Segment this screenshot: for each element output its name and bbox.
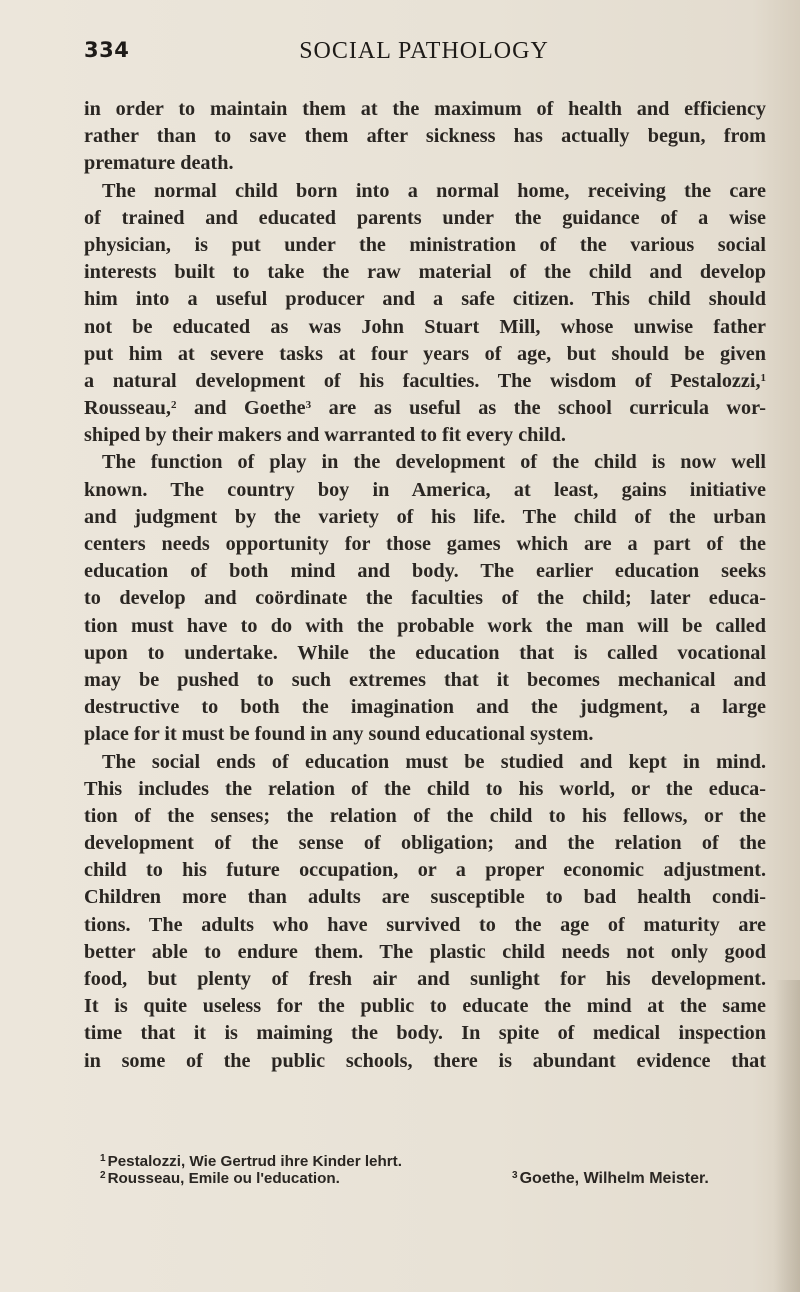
footnote-1: Pestalozzi, Wie Gertrud ihre Kinder lehrt. xyxy=(107,1153,402,1170)
page-number: 334 xyxy=(84,38,130,62)
text-line: premature death. xyxy=(84,152,234,175)
text-line: in some of the public schools, there is abundant evidence that xyxy=(84,1049,766,1072)
footnote-ref: 3 xyxy=(305,399,312,412)
text-line: in order to maintain them at the maximum of health and efficiency xyxy=(84,98,766,120)
footnote-3 xyxy=(512,1167,709,1187)
text-segment: and Goethe xyxy=(193,397,306,420)
footnote-mark: 3 xyxy=(512,1170,518,1181)
footnote-ref: 1 xyxy=(760,371,766,384)
text-line: put him at severe tasks at four years of age, but should be given xyxy=(84,342,766,365)
text-line: better able to endure them. The plastic child needs not only good xyxy=(84,940,766,963)
page-edge-stain xyxy=(774,980,800,1292)
text-segment: a natural development of his faculties. The wisdom of Pestalozzi, xyxy=(84,369,761,392)
text-line: The function of play in the development of the child is now well xyxy=(102,451,766,474)
text-line: tion of the senses; the relation of the child to his fellows, or the xyxy=(84,804,766,827)
text-line: The normal child born into a normal home, receiving the care xyxy=(102,179,766,202)
text-line: Children more than adults are susceptible to bad health condi- xyxy=(84,886,766,909)
footnote-row xyxy=(100,1167,760,1187)
running-head: SOCIAL PATHOLOGY xyxy=(299,38,549,64)
footnote-mark: 2 xyxy=(100,1170,106,1181)
text-line: tion must have to do with the probable work the man will be called xyxy=(84,614,766,637)
text-line: destructive to both the imagination and the judgment, a large xyxy=(84,696,766,719)
body-text xyxy=(84,96,766,1075)
text-line: of trained and educated parents under the guidance of a wise xyxy=(84,206,766,229)
text-line: and judgment by the variety of his life. The child of the urban xyxy=(84,505,766,528)
text-line xyxy=(84,368,766,395)
text-line: physician, is put under the ministration of the various social xyxy=(84,233,766,256)
text-line xyxy=(84,395,766,422)
text-line: may be pushed to such extremes that it becomes mechanical and xyxy=(84,668,766,691)
page-header xyxy=(84,38,764,68)
footnotes xyxy=(100,1150,760,1187)
text-line: It is quite useless for the public to educate the mind at the same xyxy=(84,995,766,1018)
text-line: centers needs opportunity for those games which are a part of the xyxy=(84,533,766,555)
text-line: education of both mind and body. The earlier education seeks xyxy=(84,560,766,583)
text-line: child to his future occupation, or a proper economic adjustment. xyxy=(84,859,766,882)
text-line: upon to undertake. While the education that is called vocational xyxy=(84,641,766,664)
footnote-row xyxy=(100,1150,760,1170)
text-line: tions. The adults who have survived to the age of maturity are xyxy=(84,913,766,936)
footnote-3-text: Goethe, Wilhelm Meister. xyxy=(519,1170,709,1187)
footnote-ref: 2 xyxy=(170,399,177,412)
text-segment: Rousseau, xyxy=(84,397,171,420)
text-line: shiped by their makers and warranted to fit every child. xyxy=(84,424,566,447)
text-line: The social ends of education must be studied and kept in mind. xyxy=(102,750,766,773)
text-segment: are as useful as the school curricula wor- xyxy=(328,397,767,420)
text-line: place for it must be found in any sound educational system. xyxy=(84,723,594,746)
text-line: to develop and coördinate the faculties of the child; later educa- xyxy=(84,587,766,610)
text-line: time that it is maiming the body. In spite of medical inspection xyxy=(84,1022,766,1045)
footnote-2: Rousseau, Emile ou l'education. xyxy=(107,1170,340,1187)
text-line: him into a useful producer and a safe citizen. This child should xyxy=(84,288,766,311)
text-line: rather than to save them after sickness has actually begun, from xyxy=(84,125,766,148)
text-line: known. The country boy in America, at least, gains initiative xyxy=(84,478,766,501)
text-line: development of the sense of obligation; and the relation of the xyxy=(84,832,766,855)
footnote-mark: 1 xyxy=(100,1153,106,1164)
text-line: interests built to take the raw material of the child and develop xyxy=(84,261,766,284)
text-line: food, but plenty of fresh air and sunlight for his development. xyxy=(84,968,766,990)
text-line: not be educated as was John Stuart Mill, whose unwise father xyxy=(84,315,766,338)
text-line: This includes the relation of the child to his world, or the educa- xyxy=(84,777,766,800)
